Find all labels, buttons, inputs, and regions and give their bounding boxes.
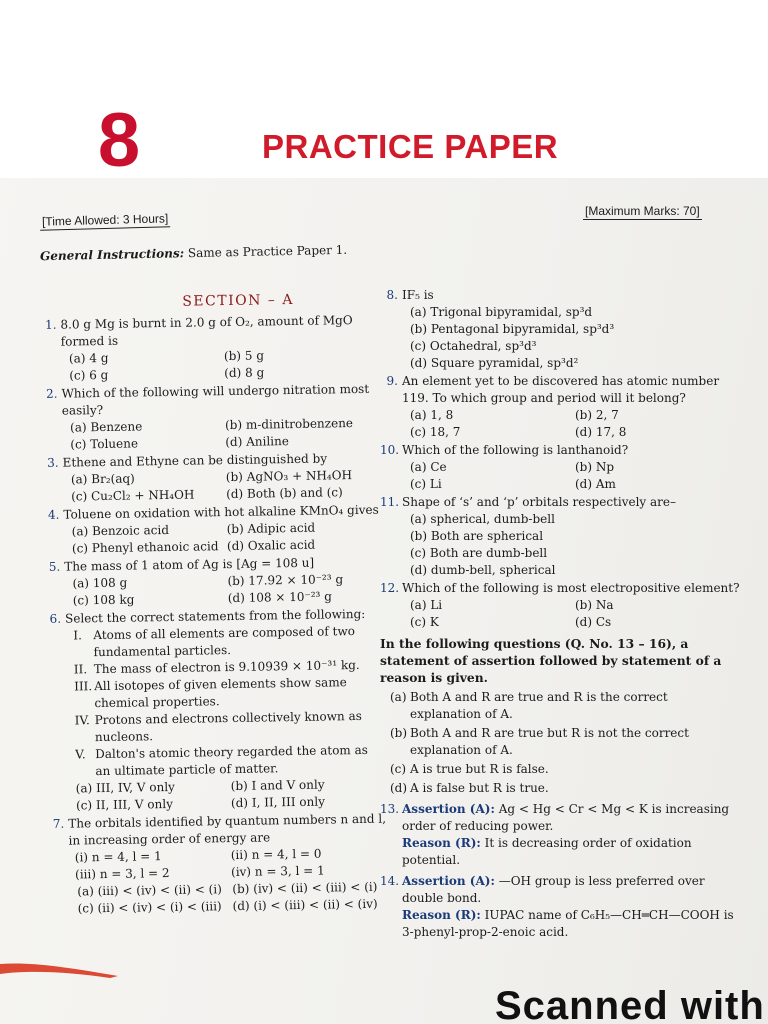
statement-mark: III. xyxy=(74,679,93,694)
question-number: 8. xyxy=(386,288,398,302)
option-text: A is false but R is true. xyxy=(410,781,549,795)
option-item: (d) 8 g xyxy=(224,365,265,381)
question-number: 7. xyxy=(52,816,65,831)
option-grid xyxy=(62,415,380,454)
option-item: (d) I, II, III only xyxy=(230,794,326,811)
option-item: (a) 4 g xyxy=(68,350,109,366)
option-mark: (c) xyxy=(390,762,407,776)
reason-label: Reason (R): xyxy=(402,908,481,922)
option-item: (c) Cu₂Cl₂ + NH₄OH xyxy=(71,487,195,504)
section-heading: SECTION – A xyxy=(182,291,295,310)
option-grid xyxy=(402,597,740,631)
option-item: (b) Na xyxy=(575,598,614,612)
question-9 xyxy=(380,373,740,441)
option-item: (a) Li xyxy=(410,598,443,612)
question-text: Toluene on oxidation with hot alkaline KMnO₄ gives xyxy=(63,502,379,522)
question-number: 3. xyxy=(47,455,59,470)
option-grid xyxy=(402,407,740,441)
left-question-list xyxy=(38,312,383,610)
question-12 xyxy=(380,580,740,631)
question-text: Ethene and Ethyne can be distinguished by xyxy=(62,451,328,470)
right-column xyxy=(380,287,740,942)
red-brush-stroke xyxy=(0,958,120,980)
question-number: 9. xyxy=(386,374,398,388)
question-text: Shape of ‘s’ and ‘p’ orbitals respectively are– xyxy=(402,495,677,509)
page-title: PRACTICE PAPER xyxy=(262,128,559,165)
option-item: (b) m-dinitrobenzene xyxy=(224,416,354,433)
statement-text: Protons and electrons collectively known as nucleons. xyxy=(94,708,362,745)
assertion-line xyxy=(402,873,740,907)
option-item: (c) Toluene xyxy=(70,436,139,452)
option-item: (d) Square pyramidal, sp³d² xyxy=(410,356,579,370)
statement-list xyxy=(65,623,385,781)
option-item: (a) Trigonal bipyramidal, sp³d xyxy=(410,305,593,319)
statement-mark: IV. xyxy=(74,713,90,728)
question-text: The mass of 1 atom of Ag is [Ag = 108 u] xyxy=(64,555,315,574)
assertion-option xyxy=(380,689,740,723)
reason-line xyxy=(402,835,740,869)
option-item: (d) dumb-bell, spherical xyxy=(410,563,556,577)
option-item: (c) Phenyl ethanoic acid xyxy=(71,539,219,556)
question-number: 2. xyxy=(45,386,58,401)
option-grid xyxy=(402,459,740,493)
assertion-option xyxy=(380,780,740,797)
option-item: (b) Both are spherical xyxy=(410,529,544,543)
option-item: (b) (iv) < (ii) < (iii) < (i) xyxy=(232,879,378,897)
option-item: (c) 6 g xyxy=(69,367,109,383)
scanned-watermark: Scanned with xyxy=(495,984,765,1024)
instructions-text: Same as Practice Paper 1. xyxy=(187,242,348,261)
condition-item: (i) n = 4, l = 1 xyxy=(74,849,162,865)
question-14 xyxy=(380,873,740,941)
option-text: Both A and R are true and R is the correct explanation of A. xyxy=(410,690,668,721)
assertion-instructions: In the following questions (Q. No. 13 – 16), a statement of assertion followed by statement of a reason is given. xyxy=(380,636,722,685)
condition-item: (iii) n = 3, l = 2 xyxy=(74,866,170,882)
option-item: (b) 17.92 × 10⁻²³ g xyxy=(227,572,344,589)
statement-mark: II. xyxy=(73,662,88,677)
condition-item: (iv) n = 3, l = 1 xyxy=(230,863,325,880)
question-number: 10. xyxy=(380,443,400,457)
option-item: (a) Benzoic acid xyxy=(71,522,170,539)
option-item: (c) 18, 7 xyxy=(410,425,461,439)
question-text: An element yet to be discovered has atomic number 119. To which group and period will it belong? xyxy=(402,374,720,405)
option-item: (d) 17, 8 xyxy=(575,425,627,439)
statement-item xyxy=(75,742,385,781)
option-item: (d) (i) < (iii) < (ii) < (iv) xyxy=(232,896,378,914)
assertion-label: Assertion (A): xyxy=(402,802,495,816)
option-grid xyxy=(64,571,382,610)
option-item: (b) AgNO₃ + NH₄OH xyxy=(225,468,353,485)
option-item: (a) Ce xyxy=(410,460,447,474)
option-item: (d) Both (b) and (c) xyxy=(226,485,343,502)
question-3 xyxy=(40,450,381,506)
right-question-list xyxy=(380,287,740,631)
assertion-line xyxy=(402,801,740,835)
option-grid xyxy=(63,467,381,506)
option-item: (c) (ii) < (iv) < (i) < (iii) xyxy=(77,899,222,916)
question-text: 8.0 g Mg is burnt in 2.0 g of O₂, amount of MgO formed is xyxy=(60,313,353,349)
time-allowed: [Time Allowed: 3 Hours] xyxy=(40,211,171,230)
question-10 xyxy=(380,442,740,493)
statement-text: All isotopes of given elements show same chemical properties. xyxy=(94,675,347,711)
question-number: 6. xyxy=(49,611,62,626)
statement-item xyxy=(75,708,385,747)
option-item: (c) Both are dumb-bell xyxy=(410,546,548,560)
assertion-text: Ag < Hg < Cr < Mg < K is increasing order of reducing power. xyxy=(402,802,730,833)
general-instructions xyxy=(40,243,347,263)
question-text: The orbitals identified by quantum numbers n and l, in increasing order of energy are xyxy=(68,811,387,848)
paper-number: 8 xyxy=(97,98,141,183)
question-13 xyxy=(380,801,740,869)
maximum-marks: [Maximum Marks: 70] xyxy=(585,204,700,218)
option-mark: (b) xyxy=(390,726,408,740)
option-item: (d) Oxalic acid xyxy=(226,537,316,554)
option-text: A is true but R is false. xyxy=(410,762,549,776)
question-number: 12. xyxy=(380,581,400,595)
option-grid xyxy=(68,776,386,815)
reason-text: It is decreasing order of oxidation potential. xyxy=(402,836,692,867)
option-text: Both A and R are true but R is not the correct explanation of A. xyxy=(410,726,689,757)
option-item: (a) Benzene xyxy=(69,419,143,435)
option-item: (b) I and V only xyxy=(230,777,325,794)
question-number: 1. xyxy=(44,317,57,332)
option-item: (b) 5 g xyxy=(223,348,265,364)
statement-mark: I. xyxy=(73,628,83,643)
option-mark: (d) xyxy=(390,781,408,795)
assertion-label: Assertion (A): xyxy=(402,874,495,888)
reason-text: IUPAC name of C₆H₅—CH═CH—COOH is 3-phenyl-prop-2-enoic acid. xyxy=(402,908,734,939)
reason-line xyxy=(402,907,740,941)
option-item: (b) 2, 7 xyxy=(575,408,619,422)
question-7 xyxy=(46,811,388,918)
option-item: (a) Br₂(aq) xyxy=(70,471,135,487)
condition-item: (ii) n = 4, l = 0 xyxy=(230,846,322,863)
option-item: (a) III, IV, V only xyxy=(75,779,176,796)
statement-item xyxy=(74,674,384,713)
option-grid xyxy=(402,304,740,372)
question-text: Which of the following is lanthanoid? xyxy=(402,443,629,457)
condition-grid xyxy=(69,845,387,884)
assertion-option xyxy=(380,761,740,778)
question-text: Select the correct statements from the following: xyxy=(64,606,366,626)
assertion-option xyxy=(380,725,740,759)
question-text: Which of the following is most electropositive element? xyxy=(402,581,740,595)
reason-label: Reason (R): xyxy=(402,836,481,850)
question-number: 14. xyxy=(380,874,400,888)
assertion-text: —OH group is less preferred over double bond. xyxy=(402,874,705,905)
option-item: (a) 1, 8 xyxy=(410,408,454,422)
instructions-label: General Instructions: xyxy=(39,246,185,264)
option-item: (b) Pentagonal bipyramidal, sp³d³ xyxy=(410,322,615,336)
option-item: (b) Adipic acid xyxy=(226,520,316,537)
question-2 xyxy=(39,381,380,454)
option-item: (a) spherical, dumb-bell xyxy=(410,512,555,526)
question-text: Which of the following will undergo nitration most easily? xyxy=(61,381,370,418)
question-text: IF₅ is xyxy=(402,288,434,302)
option-grid xyxy=(61,346,379,385)
statement-text: Dalton's atomic theory regarded the atom as an ultimate particle of matter. xyxy=(95,742,368,779)
question-number: 11. xyxy=(380,495,400,509)
option-mark: (a) xyxy=(390,690,407,704)
option-item: (b) Np xyxy=(575,460,615,474)
question-number: 4. xyxy=(47,507,60,522)
statement-text: Atoms of all elements are composed of two fundamental particles. xyxy=(93,624,356,660)
option-item: (c) K xyxy=(410,615,439,629)
statement-item xyxy=(73,623,383,662)
option-item: (d) Am xyxy=(575,477,616,491)
option-item: (a) 108 g xyxy=(72,575,128,591)
statement-mark: V. xyxy=(75,747,86,762)
question-1 xyxy=(38,312,379,385)
option-grid xyxy=(64,519,382,558)
question-number: 5. xyxy=(48,559,61,574)
option-item: (c) Li xyxy=(410,477,442,491)
question-5 xyxy=(42,554,383,610)
question-11 xyxy=(380,494,740,579)
statement-text: The mass of electron is 9.10939 × 10⁻³¹ kg. xyxy=(93,657,360,677)
option-item: (d) Cs xyxy=(575,615,612,629)
assertion-question-list xyxy=(380,801,740,941)
option-item: (c) II, III, V only xyxy=(75,796,174,813)
option-item: (d) Aniline xyxy=(225,434,290,450)
option-grid xyxy=(402,511,740,579)
question-8 xyxy=(380,287,740,372)
question-number: 13. xyxy=(380,802,400,816)
question-6 xyxy=(43,606,386,815)
option-item: (c) 108 kg xyxy=(72,592,135,608)
option-item: (c) Octahedral, sp³d³ xyxy=(410,339,537,353)
option-item: (a) (iii) < (iv) < (ii) < (i) xyxy=(77,882,222,899)
left-column xyxy=(38,291,388,919)
option-grid xyxy=(69,879,387,918)
question-4 xyxy=(41,502,382,558)
assertion-option-list xyxy=(380,689,740,797)
option-item: (d) 108 × 10⁻²³ g xyxy=(227,589,333,606)
